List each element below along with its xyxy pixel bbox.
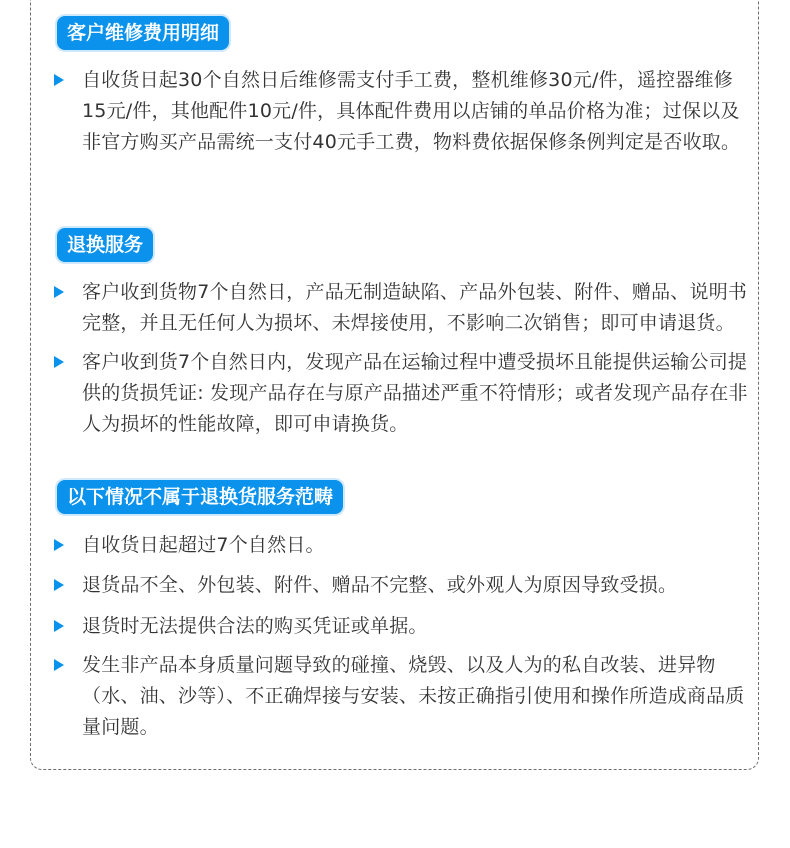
triangle-bullet-icon (54, 579, 64, 591)
triangle-bullet-icon (54, 356, 64, 368)
triangle-bullet-icon (54, 74, 64, 86)
section-title-badge: 客户维修费用明细 (57, 16, 229, 50)
policy-card (30, 0, 759, 770)
list-item-text: 客户收到货物7个自然日，产品无制造缺陷、产品外包装、附件、赠品、说明书完整，并且无任何人为损坏、未焊接使用，不影响二次销售；即可申请退货。 (82, 281, 748, 334)
list-item-text: 自收货日起超过7个自然日。 (82, 534, 325, 556)
list-item-text: 退货品不全、外包装、附件、赠品不完整、或外观人为原因导致受损。 (82, 574, 678, 596)
list-item-text: 客户收到货7个自然日内，发现产品在运输过程中遭受损坏且能提供运输公司提供的货损凭证: 发现产品存在与原产品描述严重不符情形；或者发现产品存在非人为损坏的性能故障，即可申请换货。 (82, 351, 748, 435)
triangle-bullet-icon (54, 539, 64, 551)
triangle-bullet-icon (54, 286, 64, 298)
list-item-text: 退货时无法提供合法的购买凭证或单据。 (82, 615, 428, 637)
triangle-bullet-icon (54, 620, 64, 632)
triangle-bullet-icon (54, 659, 64, 671)
list-item-text: 自收货日起30个自然日后维修需支付手工费，整机维修30元/件，遥控器维修15元/件，其他配件10元/件，具体配件费用以店铺的单品价格为准；过保以及非官方购买产品需统一支付40元手工费，物料费依据保修条例判定是否收取。 (82, 69, 741, 153)
section-title-badge: 退换服务 (57, 228, 153, 262)
list-item-text: 发生非产品本身质量问题导致的碰撞、烧毁、以及人为的私自改装、进异物（水、油、沙等）、不正确焊接与安装、未按正确指引使用和操作所造成商品质量问题。 (82, 654, 745, 738)
section-title-badge: 以下情况不属于退换货服务范畴 (57, 480, 343, 514)
